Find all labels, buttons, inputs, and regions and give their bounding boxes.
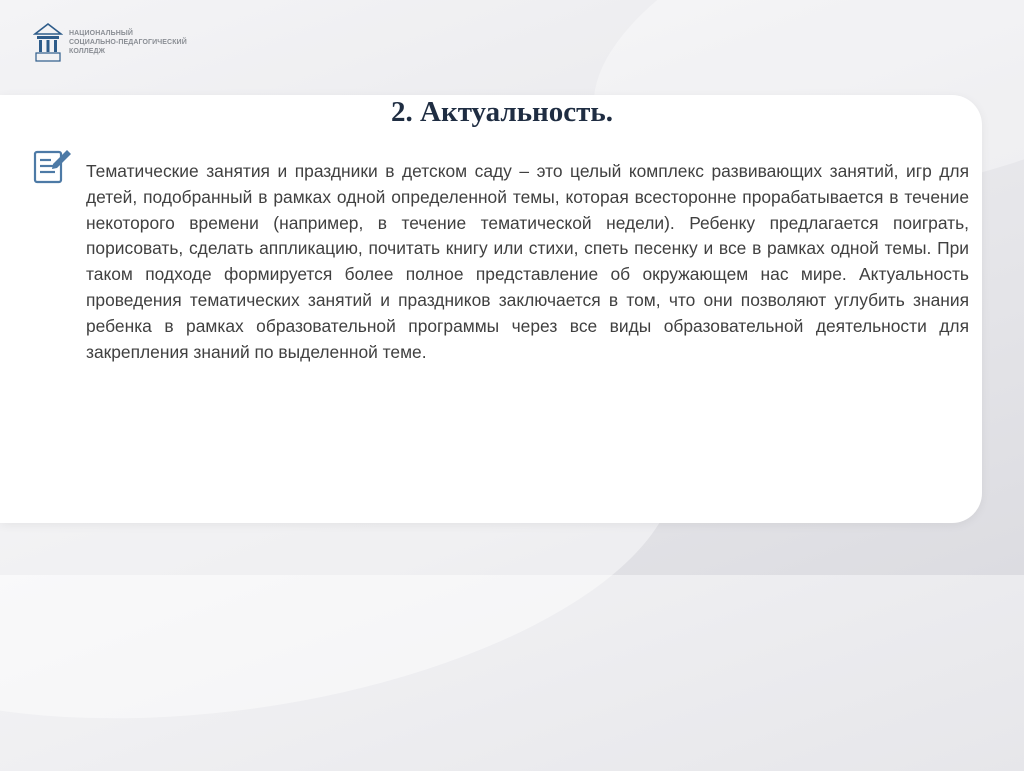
college-name-line1: НАЦИОНАЛЬНЫЙ [69, 29, 133, 37]
document-edit-icon [33, 146, 73, 186]
college-name [69, 29, 187, 56]
college-logo [33, 22, 187, 62]
college-name-line3: КОЛЛЕДЖ [69, 47, 106, 55]
slide-title: 2. Актуальность. [391, 96, 613, 128]
college-emblem-icon [33, 22, 63, 62]
slide-paragraph: Тематические занятия и праздники в детском саду – это целый комплекс развивающих занятий, игр для детей, подобранный в рамках одной определенной темы, которая всесторонне прорабатывается в течение некоторого времени (например, в течение тематической недели). Ребенку предлагается поиграть, порисовать, сделать аппликацию, почитать книгу или стихи, спеть песенку и все в рамках одной темы. При таком подходе формируется более полное представление об окружающем нас мире. Актуальность проведения тематических занятий и праздников заключается в том, что они позволяют углубить знания ребенка в рамках образовательной программы через все виды образовательной деятельности для закрепления знаний по выделенной теме. [86, 161, 969, 362]
college-name-line2: СОЦИАЛЬНО-ПЕДАГОГИЧЕСКИЙ [69, 38, 187, 46]
